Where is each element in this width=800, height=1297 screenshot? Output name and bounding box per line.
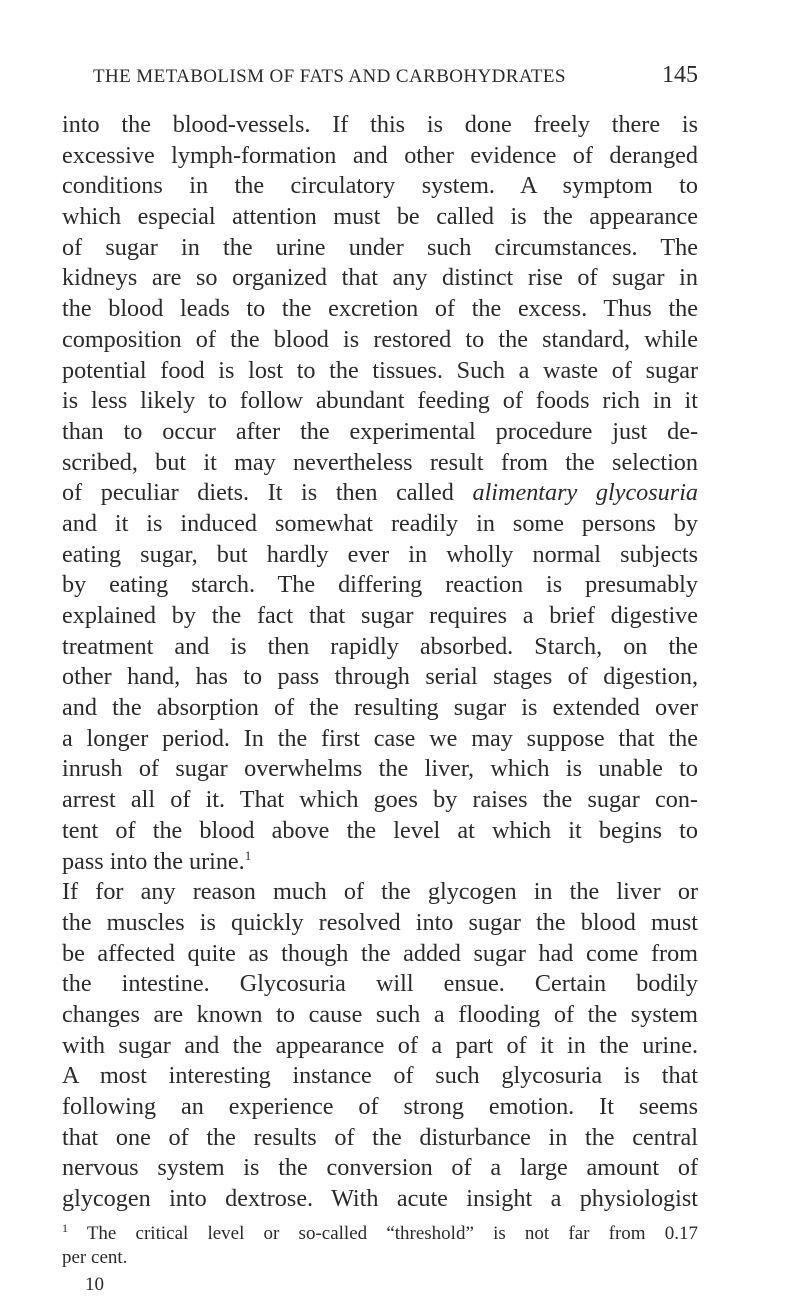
footnote-line <box>62 1222 698 1246</box>
text-line: scribed, but it may nevertheless result from the selection <box>62 448 698 476</box>
text-line: than to occur after the experimental procedure just de- <box>62 417 698 445</box>
text-line: be affected quite as though the added sugar had come from <box>62 939 698 967</box>
text-line: and it is induced somewhat readily in some persons by <box>62 509 698 537</box>
footnote-line: per cent. <box>62 1247 128 1268</box>
text-line: by eating starch. The differing reaction is presumably <box>62 571 698 599</box>
italic-term: alimentary glycosuria <box>472 479 699 507</box>
text-line: that one of the results of the disturbance in the central <box>62 1123 698 1151</box>
text-line: a longer period. In the first case we may suppose that the <box>62 724 698 752</box>
text-line: which especial attention must be called is the appearance <box>62 203 698 231</box>
footnote-mark: 1 <box>62 1221 68 1235</box>
text-line: the blood leads to the excretion of the excess. Thus the <box>62 295 698 323</box>
text-line: tent of the blood above the level at which it begins to <box>62 816 698 844</box>
text-line: and the absorption of the resulting sugar is extended over <box>62 694 698 722</box>
footnote <box>62 1222 698 1270</box>
text-line: eating sugar, but hardly ever in wholly normal subjects <box>62 540 698 568</box>
text-line: potential food is lost to the tissues. Such a waste of sugar <box>62 356 698 384</box>
text-line: inrush of sugar overwhelms the liver, which is unable to <box>62 755 698 783</box>
text-line: into the blood-vessels. If this is done freely there is <box>62 111 698 138</box>
text-line: is less likely to follow abundant feeding of foods rich in it <box>62 387 698 415</box>
text-line: of sugar in the urine under such circumstances. The <box>62 233 698 261</box>
text-line: other hand, has to pass through serial stages of digestion, <box>62 663 698 691</box>
text-fragment: of peculiar diets. It is then called <box>62 479 473 507</box>
text-line: changes are known to cause such a flooding of the system <box>62 1000 698 1028</box>
running-title: THE METABOLISM OF FATS AND CARBOHYDRATES <box>93 66 566 87</box>
text-line: with sugar and the appearance of a part of it in the urine. <box>62 1031 698 1059</box>
page-number: 145 <box>662 62 698 88</box>
text-line: A most interesting instance of such glycosuria is that <box>62 1062 698 1090</box>
footnote-text: The critical level or so-called “threshold” is not far from 0.17 <box>68 1223 698 1244</box>
text-line: kidneys are so organized that any distinct rise of sugar in <box>62 264 698 292</box>
text-fragment: pass into the urine. <box>62 847 245 875</box>
text-line: composition of the blood is restored to the standard, while <box>62 325 698 353</box>
text-line-with-footnote-ref <box>62 847 698 878</box>
text-line: following an experience of strong emotion. It seems <box>62 1093 698 1120</box>
text-line: conditions in the circulatory system. A symptom to <box>62 172 698 200</box>
text-line: If for any reason much of the glycogen in the liver or <box>62 878 698 906</box>
signature-mark: 10 <box>85 1274 104 1295</box>
text-line: the muscles is quickly resolved into sugar the blood must <box>62 908 698 936</box>
body-text <box>62 110 698 1215</box>
text-line: explained by the fact that sugar requires a brief digestive <box>62 602 698 629</box>
text-line: arrest all of it. That which goes by raises the sugar con- <box>62 786 698 814</box>
text-line: excessive lymph-formation and other evidence of deranged <box>62 141 698 169</box>
text-line-with-italic-term <box>62 478 698 509</box>
footnote-ref: 1 <box>244 847 252 863</box>
text-line: the intestine. Glycosuria will ensue. Certain bodily <box>62 970 698 998</box>
text-line: glycogen into dextrose. With acute insight a physiologist <box>62 1185 698 1213</box>
text-line: treatment and is then rapidly absorbed. Starch, on the <box>62 632 698 660</box>
running-head <box>93 62 698 92</box>
text-line: nervous system is the conversion of a large amount of <box>62 1154 698 1182</box>
